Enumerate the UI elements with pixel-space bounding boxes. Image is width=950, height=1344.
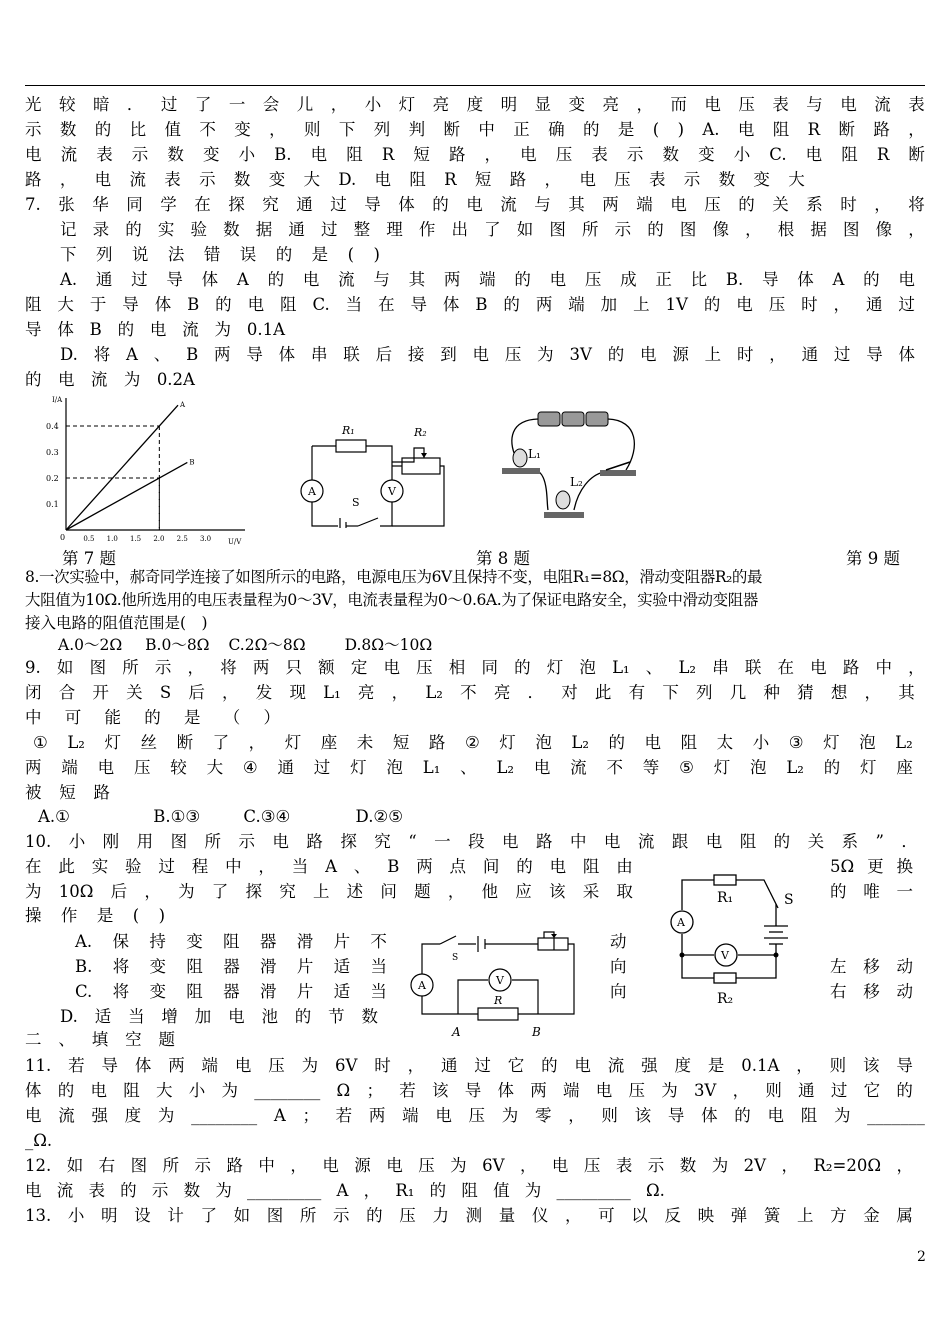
switch-label: S [784, 892, 794, 908]
q10-option-a: A. 保 持 变 阻 器 滑 片 不 [75, 932, 387, 951]
voltmeter-symbol: V [496, 974, 504, 987]
x-tick-label: 1.0 [106, 535, 118, 543]
iu-graph [40, 390, 255, 550]
q10-option-a: 动 [610, 932, 627, 951]
l1-label: L₁ [528, 447, 541, 461]
q8-option-a: A.0～2Ω [58, 636, 123, 654]
y-tick-label: 0.4 [46, 422, 59, 431]
q10-stem: 5Ω 更 换 [830, 857, 913, 876]
r2-label: R₂ [717, 991, 734, 1007]
x-tick-label: 1.5 [130, 535, 142, 543]
q9-option-a: A.① [38, 807, 70, 826]
q9-guesses: 两 端 电 压 较 大 ④ 通 过 灯 泡 L₁ 、 L₂ 电 流 不 等 ⑤ 灯 泡 L₂ 的 灯 座 [25, 758, 913, 777]
figure-8-caption: 第 8 题 [476, 549, 530, 568]
q7-option: D. 将 A 、 B 两 导 体 串 联 后 接 到 电 压 为 3V 的 电 源 上 时 ， 通 过 导 体 [60, 345, 915, 364]
q8-stem: 8.一次实验中，郝奇同学连接了如图所示的电路，电源电压为6V且保持不变，电阻R₁=8Ω，滑动变阻器R₂的最 [25, 568, 763, 586]
r1-label: R₁ [717, 890, 734, 906]
circuit-q10 [410, 930, 585, 1040]
text-line: 光 较 暗 ． 过 了 一 会 儿 ， 小 灯 亮 度 明 显 变 亮 ， 而 电 压 表 与 电 流 表 [25, 95, 925, 114]
q10-option-c: C. 将 变 阻 器 滑 片 适 当 [75, 982, 387, 1001]
q7-stem: 下 列 说 法 错 误 的 是 ( ) [60, 245, 380, 264]
lamp-l2 [544, 491, 584, 518]
circuit-q12 [664, 870, 809, 1010]
q11-stem: 11. 若 导 体 两 端 电 压 为 6V 时 ， 通 过 它 的 电 流 强 度 是 0.1A ， 则 该 导 [25, 1056, 913, 1075]
text-line: 电 流 表 示 数 变 小 B. 电 阻 R 短 路 ， 电 压 表 示 数 变 小 C. 电 阻 R 断 [25, 145, 925, 164]
resistor-r-label: R [494, 994, 503, 1007]
q7-option: 的 电 流 为 0.2A [25, 370, 195, 389]
resistor-r1 [714, 875, 736, 885]
ammeter-symbol: A [418, 979, 426, 992]
battery-pack [538, 412, 608, 426]
q8-stem: 接入电路的阻值范围是( ) [25, 614, 208, 632]
q10-option-b: 左 移 动 [830, 957, 913, 976]
y-tick-label: 0.1 [46, 500, 59, 509]
q9-stem: 中 可 能 的 是 （ ） [25, 708, 280, 727]
q10-stem: 为 10Ω 后 ， 为 了 探 究 上 述 问 题 ， 他 应 该 采 取 [25, 882, 633, 901]
lamps-circuit-q9 [490, 400, 650, 525]
q10-option-d: D. 适 当 增 加 电 池 的 节 数 [60, 1007, 378, 1026]
q10-stem: 在 此 实 验 过 程 中 ， 当 A 、 B 两 点 间 的 电 阻 由 [25, 857, 633, 876]
figure-7-caption: 第 7 题 [62, 549, 116, 568]
r2-label: R₂ [414, 426, 427, 439]
resistor-r [478, 1008, 518, 1020]
q9-stem: 9. 如 图 所 示 ， 将 两 只 额 定 电 压 相 同 的 灯 泡 L₁ 、 L₂ 串 联 在 电 路 中 ， [25, 658, 925, 677]
q9-stem: 闭 合 开 关 S 后 ， 发 现 L₁ 亮 ， L₂ 不 亮 ． 对 此 有 下 列 几 种 猜 想 ， 其 [25, 683, 915, 702]
q10-stem: 操 作 是 ( ) [25, 906, 165, 925]
q7-option: A. 通 过 导 体 A 的 电 流 与 其 两 端 的 电 压 成 正 比 B. 导 体 A 的 电 [60, 270, 915, 289]
q11-stem: 电 流 强 度 为 ________ A ； 若 两 端 电 压 为 零 ， 则 该 导 体 的 电 阻 为 _______ [25, 1106, 925, 1125]
voltmeter-symbol: V [721, 949, 729, 962]
q9-guesses: ① L₂ 灯 丝 断 了 ， 灯 座 未 短 路 ② 灯 泡 L₂ 的 电 阻 太 小 ③ 灯 泡 L₂ [33, 733, 913, 752]
text-line: 路 ， 电 流 表 示 数 变 大 D. 电 阻 R 短 路 ， 电 压 表 示 数 变 大 [25, 170, 805, 189]
q7-stem: 记 录 的 实 验 数 据 通 过 整 理 作 出 了 如 图 所 示 的 图 像 ， 根 据 图 像 ， [60, 220, 925, 239]
q7-option: 阻 大 于 导 体 B 的 电 阻 C. 当 在 导 体 B 的 两 端 加 上 1V 的 电 压 时 ， 通 过 [25, 295, 915, 314]
series-line-b [66, 462, 187, 530]
q8-option-b: B.0～8Ω [145, 636, 210, 654]
q9-guesses: 被 短 路 [25, 783, 110, 802]
figure-9-caption: 第 9 题 [846, 549, 900, 568]
q8-options [58, 635, 508, 655]
switch-label: S [352, 496, 360, 509]
graph-axes [66, 398, 245, 530]
q9-option-b: B.①③ [153, 807, 201, 826]
q10-option-b: 向 [610, 957, 627, 976]
x-axis-label: U/V [228, 538, 242, 546]
page-number: 2 [917, 1249, 926, 1265]
origin-label: 0 [60, 533, 66, 542]
x-tick-label: 2.5 [176, 535, 188, 543]
q10-option-c: 右 移 动 [830, 982, 913, 1001]
q9-option-d: D.②⑤ [355, 807, 404, 826]
q10-stem: 10. 小 刚 用 图 所 示 电 路 探 究 “ 一 段 电 路 中 电 流 跟 电 阻 的 关 系 ” ． [25, 832, 918, 851]
q10-option-b: B. 将 变 阻 器 滑 片 适 当 [75, 957, 387, 976]
q7-option: 导 体 B 的 电 流 为 0.1A [25, 320, 285, 339]
q10-stem: 的 唯 一 [830, 882, 913, 901]
x-tick-label: 0.5 [83, 535, 95, 543]
q11-stem: 体 的 电 阻 大 小 为 ________ Ω ； 若 该 导 体 两 端 电 压 为 3V ， 则 通 过 它 的 [25, 1081, 913, 1100]
q8-option-c: C.2Ω～8Ω [228, 636, 306, 654]
resistor-r1 [336, 440, 366, 452]
circuit-q8 [296, 418, 446, 528]
point-a-label: A [452, 1025, 461, 1039]
resistor-r2 [714, 973, 736, 983]
ammeter-symbol: A [308, 485, 316, 498]
q8-option-d: D.8Ω～10Ω [344, 636, 433, 654]
text-line: 示 数 的 比 值 不 变 ， 则 下 列 判 断 中 正 确 的 是 ( ) A. 电 阻 R 断 路 ， [25, 120, 925, 139]
l2-label: L₂ [570, 475, 583, 489]
q9-options [38, 807, 938, 827]
r1-label: R₁ [342, 424, 355, 437]
q11-stem: _Ω. [25, 1131, 53, 1150]
x-tick-label: 2.0 [153, 535, 165, 543]
q9-option-c: C.③④ [243, 807, 291, 826]
series-label-a: A [180, 401, 186, 410]
q7-stem: 7. 张 华 同 学 在 探 究 通 过 导 体 的 电 流 与 其 两 端 电 压 的 关 系 时 ， 将 [25, 195, 925, 214]
q8-stem: 大阻值为10Ω.他所选用的电压表量程为0～3V，电流表量程为0～0.6A.为了保证电路安全，实验中滑动变阻器 [25, 591, 758, 609]
rheostat-r2 [402, 458, 440, 474]
x-tick-label: 3.0 [200, 535, 212, 543]
voltmeter-symbol: V [388, 485, 396, 498]
q12-stem: 12. 如 右 图 所 示 路 中 ， 电 源 电 压 为 6V ， 电 压 表 示 数 为 2V ， R₂=20Ω ， [25, 1156, 913, 1175]
ammeter-symbol: A [677, 916, 685, 929]
q10-option-c: 向 [610, 982, 627, 1001]
y-tick-label: 0.2 [46, 474, 59, 483]
switch-base [600, 462, 636, 476]
switch-label: S [452, 953, 459, 963]
point-b-label: B [532, 1025, 541, 1039]
y-axis-label: I/A [52, 396, 63, 404]
series-line-a [66, 405, 178, 530]
q13-stem: 13. 小 明 设 计 了 如 图 所 示 的 压 力 测 量 仪 ， 可 以 反 映 弹 簧 上 方 金 属 [25, 1206, 913, 1225]
section-heading: 二 、 填 空 题 [25, 1030, 175, 1049]
top-rule [25, 85, 925, 86]
series-label-b: B [189, 458, 195, 467]
y-tick-label: 0.3 [46, 448, 59, 457]
q12-stem: 电 流 表 的 示 数 为 _________ A ， R₁ 的 阻 值 为 _________ Ω. [25, 1181, 665, 1200]
